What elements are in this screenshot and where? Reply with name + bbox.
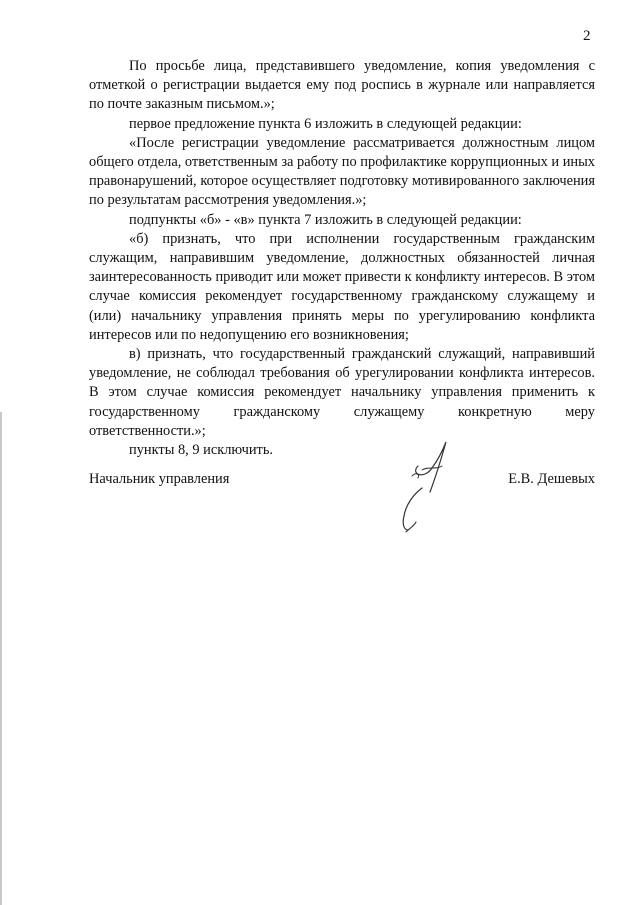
- paragraph-subitem-b: «б) признать, что при исполнении государственным гражданским служащим, направившим уведомление, должностных обязанностей личная заинтересованность приводит или может привести к конфликту интересов. В этом случае комиссия рекомендует государственному гражданскому служащему и (или) начальнику управления принять меры по урегулированию конфликта интересов или по недопущению его возникновения;: [89, 230, 596, 343]
- paragraph-item-6-intro: первое предложение пункта 6 изложить в следующей редакции:: [129, 115, 522, 132]
- page-number: 2: [583, 28, 591, 44]
- paragraph-items-8-9: пункты 8, 9 исключить.: [129, 442, 273, 459]
- paragraph-notification-copy: По просьбе лица, представившего уведомление, копия уведомления с отметкой о регистрации выдается ему под роспись в журнале или направляется по почте заказным письмом.»;: [89, 58, 595, 113]
- document-body: [89, 57, 595, 460]
- signer-name: Е.В. Дешевых: [508, 471, 595, 487]
- handwritten-signature: [392, 436, 470, 546]
- signer-position: Начальник управления: [89, 471, 230, 487]
- paragraph-subitem-v: в) признать, что государственный гражданский служащий, направивший уведомление, не соблюдал требования об урегулировании конфликта интересов. В этом случае комиссия рекомендует начальнику управления применить к государственному гражданскому служащему конкретную меру ответственности.»;: [89, 346, 595, 439]
- signature-block: [89, 470, 595, 550]
- paragraph-item-6-text: «После регистрации уведомление рассматривается должностным лицом общего отдела, ответственным за работу по профилактике коррупционных и иных правонарушений, которое осуществляет подготовку мотивированного заключения по результатам рассмотрения уведомления.»;: [89, 134, 595, 209]
- scan-edge-line: [0, 412, 2, 905]
- paragraph-item-7-intro: подпункты «б» - «в» пункта 7 изложить в следующей редакции:: [129, 211, 522, 228]
